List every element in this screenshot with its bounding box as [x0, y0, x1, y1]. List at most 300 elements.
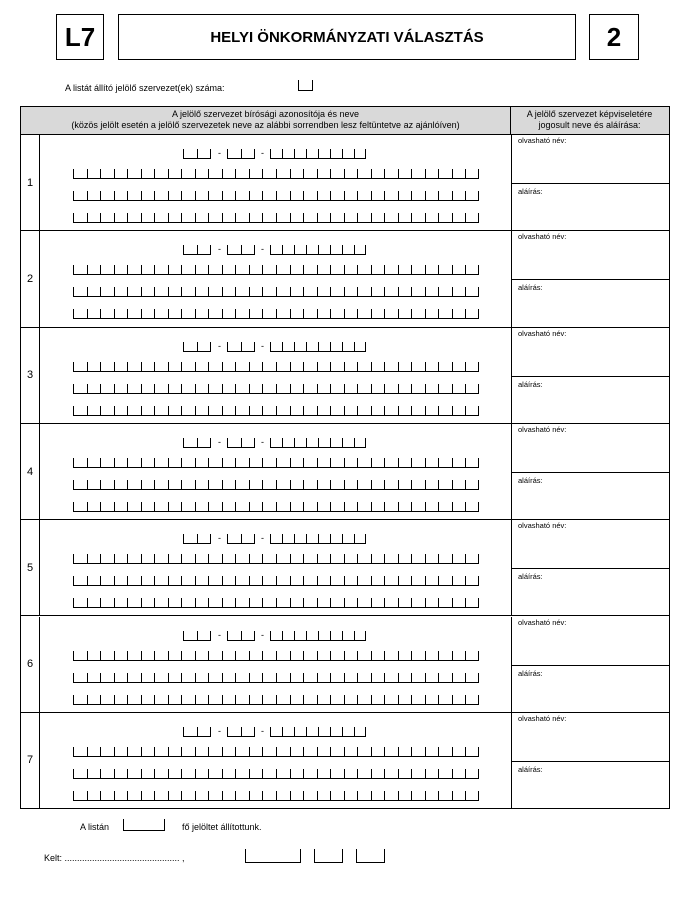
representative-cell[interactable]	[511, 231, 669, 326]
char-cell[interactable]	[276, 747, 290, 757]
char-cell[interactable]	[371, 769, 385, 779]
char-cell[interactable]	[222, 213, 236, 223]
char-cell[interactable]	[73, 651, 87, 661]
char-cell[interactable]	[282, 438, 294, 448]
char-cell[interactable]	[303, 769, 317, 779]
char-cell[interactable]	[249, 406, 263, 416]
char-cell[interactable]	[87, 651, 101, 661]
char-cell[interactable]	[195, 191, 209, 201]
char-cell[interactable]	[398, 309, 412, 319]
char-cell[interactable]	[235, 695, 249, 705]
char-cell[interactable]	[438, 502, 452, 512]
char-cell[interactable]	[127, 309, 141, 319]
char-cell[interactable]	[384, 791, 398, 801]
char-cell[interactable]	[87, 769, 101, 779]
char-cell[interactable]	[114, 458, 128, 468]
char-cell[interactable]	[465, 502, 479, 512]
char-cell[interactable]	[222, 458, 236, 468]
char-cell[interactable]	[141, 309, 155, 319]
char-cell[interactable]	[330, 534, 342, 544]
char-cell[interactable]	[141, 673, 155, 683]
char-cell[interactable]	[141, 769, 155, 779]
char-cell[interactable]	[181, 747, 195, 757]
char-cell[interactable]	[303, 791, 317, 801]
char-cell[interactable]	[114, 480, 128, 490]
char-cell[interactable]	[452, 554, 466, 564]
char-cell[interactable]	[357, 791, 371, 801]
char-cell[interactable]	[318, 727, 330, 737]
char-cell[interactable]	[208, 362, 222, 372]
char-cell[interactable]	[411, 309, 425, 319]
char-cell[interactable]	[141, 384, 155, 394]
char-cell[interactable]	[208, 651, 222, 661]
char-cell[interactable]	[357, 169, 371, 179]
char-cell[interactable]	[249, 287, 263, 297]
char-cell[interactable]	[354, 631, 366, 641]
char-cell[interactable]	[452, 309, 466, 319]
char-cell[interactable]	[100, 598, 114, 608]
char-cell[interactable]	[342, 245, 354, 255]
char-cell[interactable]	[317, 791, 331, 801]
char-cell[interactable]	[303, 309, 317, 319]
char-cell[interactable]	[465, 651, 479, 661]
char-cell[interactable]	[127, 384, 141, 394]
char-cell[interactable]	[262, 309, 276, 319]
char-cell[interactable]	[276, 191, 290, 201]
char-cell[interactable]	[154, 169, 168, 179]
char-cell[interactable]	[227, 438, 241, 448]
char-cell[interactable]	[330, 576, 344, 586]
char-cell[interactable]	[371, 576, 385, 586]
char-cell[interactable]	[290, 651, 304, 661]
char-cell[interactable]	[249, 747, 263, 757]
char-cell[interactable]	[438, 287, 452, 297]
char-cell[interactable]	[398, 791, 412, 801]
char-cell[interactable]	[208, 791, 222, 801]
char-cell[interactable]	[438, 791, 452, 801]
char-cell[interactable]	[425, 309, 439, 319]
char-cell[interactable]	[330, 213, 344, 223]
char-cell[interactable]	[208, 576, 222, 586]
char-cell[interactable]	[465, 287, 479, 297]
char-cell[interactable]	[73, 458, 87, 468]
char-cell[interactable]	[222, 554, 236, 564]
char-cell[interactable]	[398, 169, 412, 179]
char-cell[interactable]	[317, 169, 331, 179]
char-cell[interactable]	[168, 169, 182, 179]
char-cell[interactable]	[384, 598, 398, 608]
char-cell[interactable]	[330, 287, 344, 297]
char-cell[interactable]	[425, 747, 439, 757]
char-cell[interactable]	[270, 149, 282, 159]
char-cell[interactable]	[452, 384, 466, 394]
char-cell[interactable]	[384, 747, 398, 757]
char-cell[interactable]	[357, 673, 371, 683]
char-cell[interactable]	[342, 727, 354, 737]
char-cell[interactable]	[100, 502, 114, 512]
char-cell[interactable]	[154, 502, 168, 512]
char-cell[interactable]	[249, 458, 263, 468]
char-cell[interactable]	[425, 695, 439, 705]
char-cell[interactable]	[290, 265, 304, 275]
char-cell[interactable]	[371, 406, 385, 416]
char-cell[interactable]	[154, 265, 168, 275]
char-cell[interactable]	[114, 502, 128, 512]
char-cell[interactable]	[87, 362, 101, 372]
char-cell[interactable]	[317, 554, 331, 564]
char-cell[interactable]	[465, 265, 479, 275]
char-cell[interactable]	[197, 534, 211, 544]
char-cell[interactable]	[127, 169, 141, 179]
char-cell[interactable]	[330, 245, 342, 255]
char-cell[interactable]	[425, 362, 439, 372]
char-cell[interactable]	[181, 169, 195, 179]
char-cell[interactable]	[181, 384, 195, 394]
char-cell[interactable]	[411, 769, 425, 779]
char-cell[interactable]	[73, 406, 87, 416]
char-cell[interactable]	[154, 673, 168, 683]
char-cell[interactable]	[282, 149, 294, 159]
char-cell[interactable]	[114, 213, 128, 223]
char-cell[interactable]	[317, 265, 331, 275]
char-cell[interactable]	[425, 265, 439, 275]
char-cell[interactable]	[330, 480, 344, 490]
char-cell[interactable]	[100, 213, 114, 223]
char-cell[interactable]	[411, 384, 425, 394]
char-cell[interactable]	[465, 362, 479, 372]
char-cell[interactable]	[371, 458, 385, 468]
char-cell[interactable]	[168, 213, 182, 223]
char-cell[interactable]	[317, 502, 331, 512]
char-cell[interactable]	[438, 576, 452, 586]
char-cell[interactable]	[384, 362, 398, 372]
char-cell[interactable]	[183, 438, 197, 448]
char-cell[interactable]	[100, 458, 114, 468]
char-cell[interactable]	[357, 480, 371, 490]
char-cell[interactable]	[114, 673, 128, 683]
char-cell[interactable]	[282, 631, 294, 641]
char-cell[interactable]	[208, 673, 222, 683]
char-cell[interactable]	[303, 265, 317, 275]
char-cell[interactable]	[344, 287, 358, 297]
char-cell[interactable]	[330, 309, 344, 319]
char-cell[interactable]	[154, 651, 168, 661]
char-cell[interactable]	[303, 554, 317, 564]
char-cell[interactable]	[100, 287, 114, 297]
char-cell[interactable]	[181, 480, 195, 490]
char-cell[interactable]	[127, 406, 141, 416]
char-cell[interactable]	[411, 265, 425, 275]
char-cell[interactable]	[168, 287, 182, 297]
char-cell[interactable]	[154, 309, 168, 319]
char-cell[interactable]	[73, 362, 87, 372]
char-cell[interactable]	[344, 458, 358, 468]
char-cell[interactable]	[438, 695, 452, 705]
char-cell[interactable]	[371, 309, 385, 319]
char-cell[interactable]	[195, 502, 209, 512]
char-cell[interactable]	[114, 309, 128, 319]
char-cell[interactable]	[87, 406, 101, 416]
char-cell[interactable]	[249, 554, 263, 564]
char-cell[interactable]	[114, 598, 128, 608]
char-cell[interactable]	[276, 480, 290, 490]
char-cell[interactable]	[73, 598, 87, 608]
char-cell[interactable]	[222, 287, 236, 297]
char-cell[interactable]	[465, 576, 479, 586]
char-cell[interactable]	[317, 213, 331, 223]
char-cell[interactable]	[438, 747, 452, 757]
char-cell[interactable]	[357, 651, 371, 661]
char-cell[interactable]	[465, 747, 479, 757]
char-cell[interactable]	[100, 554, 114, 564]
char-cell[interactable]	[235, 598, 249, 608]
char-cell[interactable]	[425, 213, 439, 223]
char-cell[interactable]	[87, 673, 101, 683]
char-cell[interactable]	[235, 502, 249, 512]
char-cell[interactable]	[398, 769, 412, 779]
char-cell[interactable]	[127, 362, 141, 372]
char-cell[interactable]	[100, 651, 114, 661]
char-cell[interactable]	[195, 480, 209, 490]
char-cell[interactable]	[384, 554, 398, 564]
char-cell[interactable]	[425, 480, 439, 490]
char-cell[interactable]	[384, 406, 398, 416]
char-cell[interactable]	[208, 406, 222, 416]
char-cell[interactable]	[344, 191, 358, 201]
char-cell[interactable]	[330, 769, 344, 779]
char-cell[interactable]	[425, 502, 439, 512]
char-cell[interactable]	[465, 458, 479, 468]
char-cell[interactable]	[276, 651, 290, 661]
char-cell[interactable]	[465, 554, 479, 564]
char-cell[interactable]	[208, 287, 222, 297]
char-cell[interactable]	[276, 384, 290, 394]
char-cell[interactable]	[181, 213, 195, 223]
char-cell[interactable]	[318, 438, 330, 448]
char-cell[interactable]	[100, 406, 114, 416]
char-cell[interactable]	[276, 502, 290, 512]
char-cell[interactable]	[195, 651, 209, 661]
char-cell[interactable]	[276, 554, 290, 564]
char-cell[interactable]	[114, 191, 128, 201]
char-cell[interactable]	[87, 695, 101, 705]
char-cell[interactable]	[181, 651, 195, 661]
char-cell[interactable]	[303, 598, 317, 608]
char-cell[interactable]	[87, 384, 101, 394]
char-cell[interactable]	[262, 362, 276, 372]
char-cell[interactable]	[317, 769, 331, 779]
representative-cell[interactable]	[511, 424, 669, 519]
char-cell[interactable]	[235, 362, 249, 372]
char-cell[interactable]	[73, 695, 87, 705]
char-cell[interactable]	[127, 651, 141, 661]
char-cell[interactable]	[303, 362, 317, 372]
char-cell[interactable]	[114, 695, 128, 705]
representative-cell[interactable]	[511, 328, 669, 423]
char-cell[interactable]	[303, 384, 317, 394]
char-cell[interactable]	[290, 747, 304, 757]
char-cell[interactable]	[222, 673, 236, 683]
char-cell[interactable]	[235, 406, 249, 416]
char-cell[interactable]	[197, 727, 211, 737]
org-count-field[interactable]	[298, 80, 313, 91]
char-cell[interactable]	[357, 406, 371, 416]
char-cell[interactable]	[398, 554, 412, 564]
char-cell[interactable]	[73, 287, 87, 297]
char-cell[interactable]	[262, 554, 276, 564]
representative-cell[interactable]	[511, 520, 669, 615]
char-cell[interactable]	[398, 480, 412, 490]
char-cell[interactable]	[114, 169, 128, 179]
char-cell[interactable]	[262, 191, 276, 201]
char-cell[interactable]	[371, 791, 385, 801]
char-cell[interactable]	[357, 287, 371, 297]
char-cell[interactable]	[344, 384, 358, 394]
char-cell[interactable]	[183, 534, 197, 544]
representative-cell[interactable]	[511, 135, 669, 230]
char-cell[interactable]	[384, 651, 398, 661]
char-cell[interactable]	[262, 287, 276, 297]
char-cell[interactable]	[127, 695, 141, 705]
char-cell[interactable]	[398, 747, 412, 757]
char-cell[interactable]	[181, 598, 195, 608]
char-cell[interactable]	[154, 362, 168, 372]
char-cell[interactable]	[425, 384, 439, 394]
char-cell[interactable]	[195, 791, 209, 801]
char-cell[interactable]	[154, 695, 168, 705]
char-cell[interactable]	[318, 245, 330, 255]
char-cell[interactable]	[114, 769, 128, 779]
char-cell[interactable]	[306, 438, 318, 448]
char-cell[interactable]	[452, 769, 466, 779]
char-cell[interactable]	[357, 191, 371, 201]
char-cell[interactable]	[168, 384, 182, 394]
char-cell[interactable]	[73, 384, 87, 394]
char-cell[interactable]	[197, 342, 211, 352]
char-cell[interactable]	[398, 406, 412, 416]
char-cell[interactable]	[438, 265, 452, 275]
char-cell[interactable]	[330, 362, 344, 372]
char-cell[interactable]	[411, 406, 425, 416]
char-cell[interactable]	[181, 458, 195, 468]
char-cell[interactable]	[276, 791, 290, 801]
char-cell[interactable]	[425, 169, 439, 179]
char-cell[interactable]	[262, 651, 276, 661]
char-cell[interactable]	[235, 213, 249, 223]
char-cell[interactable]	[384, 287, 398, 297]
char-cell[interactable]	[317, 673, 331, 683]
char-cell[interactable]	[357, 695, 371, 705]
char-cell[interactable]	[452, 265, 466, 275]
char-cell[interactable]	[342, 149, 354, 159]
char-cell[interactable]	[235, 458, 249, 468]
char-cell[interactable]	[249, 651, 263, 661]
char-cell[interactable]	[465, 309, 479, 319]
char-cell[interactable]	[227, 342, 241, 352]
char-cell[interactable]	[342, 631, 354, 641]
char-cell[interactable]	[262, 747, 276, 757]
char-cell[interactable]	[290, 362, 304, 372]
char-cell[interactable]	[384, 480, 398, 490]
char-cell[interactable]	[276, 265, 290, 275]
char-cell[interactable]	[208, 502, 222, 512]
char-cell[interactable]	[344, 747, 358, 757]
char-cell[interactable]	[262, 406, 276, 416]
char-cell[interactable]	[438, 384, 452, 394]
char-cell[interactable]	[73, 191, 87, 201]
char-cell[interactable]	[371, 213, 385, 223]
char-cell[interactable]	[208, 480, 222, 490]
char-cell[interactable]	[141, 695, 155, 705]
char-cell[interactable]	[344, 169, 358, 179]
char-cell[interactable]	[411, 169, 425, 179]
char-cell[interactable]	[87, 213, 101, 223]
char-cell[interactable]	[290, 791, 304, 801]
char-cell[interactable]	[276, 309, 290, 319]
char-cell[interactable]	[425, 673, 439, 683]
char-cell[interactable]	[438, 362, 452, 372]
char-cell[interactable]	[317, 191, 331, 201]
char-cell[interactable]	[357, 265, 371, 275]
char-cell[interactable]	[262, 169, 276, 179]
char-cell[interactable]	[183, 342, 197, 352]
char-cell[interactable]	[411, 651, 425, 661]
char-cell[interactable]	[154, 480, 168, 490]
char-cell[interactable]	[168, 191, 182, 201]
char-cell[interactable]	[168, 747, 182, 757]
char-cell[interactable]	[344, 502, 358, 512]
char-cell[interactable]	[195, 213, 209, 223]
char-cell[interactable]	[227, 727, 241, 737]
char-cell[interactable]	[100, 384, 114, 394]
char-cell[interactable]	[306, 245, 318, 255]
char-cell[interactable]	[195, 169, 209, 179]
char-cell[interactable]	[294, 245, 306, 255]
char-cell[interactable]	[87, 265, 101, 275]
char-cell[interactable]	[73, 791, 87, 801]
char-cell[interactable]	[249, 576, 263, 586]
char-cell[interactable]	[154, 791, 168, 801]
char-cell[interactable]	[249, 695, 263, 705]
char-cell[interactable]	[425, 287, 439, 297]
char-cell[interactable]	[87, 309, 101, 319]
char-cell[interactable]	[100, 769, 114, 779]
char-cell[interactable]	[303, 480, 317, 490]
char-cell[interactable]	[227, 631, 241, 641]
candidates-count-field[interactable]	[123, 819, 165, 831]
char-cell[interactable]	[452, 362, 466, 372]
char-cell[interactable]	[411, 191, 425, 201]
char-cell[interactable]	[317, 287, 331, 297]
char-cell[interactable]	[195, 384, 209, 394]
char-cell[interactable]	[398, 384, 412, 394]
char-cell[interactable]	[141, 169, 155, 179]
char-cell[interactable]	[371, 287, 385, 297]
char-cell[interactable]	[195, 406, 209, 416]
char-cell[interactable]	[330, 747, 344, 757]
char-cell[interactable]	[318, 149, 330, 159]
char-cell[interactable]	[87, 502, 101, 512]
char-cell[interactable]	[330, 791, 344, 801]
char-cell[interactable]	[411, 554, 425, 564]
char-cell[interactable]	[384, 695, 398, 705]
char-cell[interactable]	[195, 598, 209, 608]
char-cell[interactable]	[425, 791, 439, 801]
char-cell[interactable]	[452, 458, 466, 468]
char-cell[interactable]	[154, 191, 168, 201]
char-cell[interactable]	[276, 169, 290, 179]
char-cell[interactable]	[330, 673, 344, 683]
